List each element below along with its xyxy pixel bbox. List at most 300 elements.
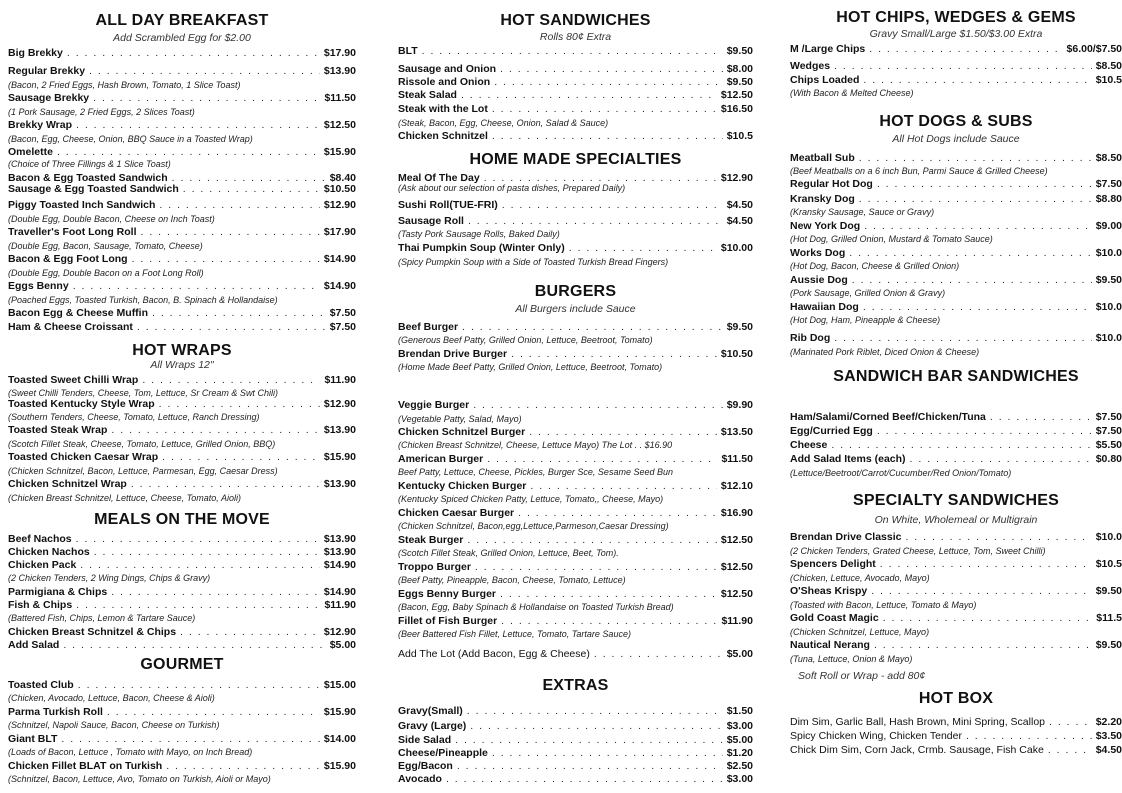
menu-item-price: $10.5	[1095, 74, 1122, 86]
menu-item	[790, 425, 1122, 437]
item-description: (Pork Sausage, Grilled Onion & Gravy)	[790, 288, 946, 298]
menu-item	[398, 45, 753, 57]
menu-item-name: Hawaiian Dog	[790, 301, 859, 313]
menu-item-name: Chick Dim Sim, Corn Jack, Crmb. Sausage, Fish Cake	[790, 744, 1044, 756]
dot-leader	[877, 425, 1092, 437]
menu-item-price: $11.50	[721, 453, 753, 465]
menu-item	[8, 398, 356, 410]
menu-item-price: $12.50	[720, 534, 753, 546]
menu-item-name: Big Brekky	[8, 47, 63, 59]
menu-item	[398, 561, 753, 573]
menu-item-name: Spicy Chicken Wing, Chicken Tender	[790, 730, 962, 742]
dot-leader	[1048, 744, 1092, 756]
menu-item-name: Sausage Brekky	[8, 92, 90, 104]
menu-item	[8, 280, 356, 292]
menu-item-price: $1.50	[726, 705, 753, 717]
menu-item-name: O'Sheas Krispy	[790, 585, 868, 597]
menu-item	[790, 178, 1122, 190]
menu-item	[790, 74, 1122, 86]
dot-leader	[461, 89, 717, 101]
menu-item-name: Regular Brekky	[8, 65, 86, 77]
dot-leader	[455, 734, 723, 746]
dot-leader	[111, 586, 320, 598]
menu-item-name: Kentucky Chicken Burger	[398, 480, 527, 492]
menu-item-name: Bacon & Egg Foot Long	[8, 253, 128, 265]
menu-item-name: Chicken Breast Schnitzel & Chips	[8, 626, 177, 638]
dot-leader	[492, 130, 723, 142]
menu-item-name: Add Salad	[8, 639, 60, 651]
section-heading: MEALS ON THE MOVE	[94, 511, 270, 528]
menu-item-name: Eggs Benny	[8, 280, 69, 292]
item-description: (Beef Meatballs on a 6 inch Bun, Parmi Sauce & Grilled Cheese)	[790, 166, 1048, 176]
menu-item	[8, 626, 356, 638]
menu-item-price: $12.50	[323, 119, 356, 131]
menu-item-price: $9.50	[726, 45, 753, 57]
dot-leader	[159, 199, 319, 211]
menu-item	[8, 307, 356, 319]
menu-item-name: Steak Salad	[398, 89, 457, 101]
dot-leader	[834, 332, 1091, 344]
menu-item-name: American Burger	[398, 453, 484, 465]
dot-leader	[849, 247, 1091, 259]
item-description: (Poached Eggs, Toasted Turkish, Bacon, B. Spinach & Hollandaise)	[8, 295, 278, 305]
item-description: (Lettuce/Beetroot/Carrot/Cucumber/Red Onion/Tomato)	[790, 468, 1012, 478]
menu-item-price: $3.00	[726, 720, 753, 732]
menu-item-name: Toasted Sweet Chilli Wrap	[8, 374, 139, 386]
menu-item	[8, 253, 356, 265]
item-description: (Beer Battered Fish Fillet, Lettuce, Tomato, Tartare Sauce)	[398, 629, 631, 639]
menu-item-name: Nautical Nerang	[790, 639, 870, 651]
item-description: (1 Pork Sausage, 2 Fried Eggs, 2 Slices Toast)	[8, 107, 195, 117]
menu-item-price: $8.50	[1095, 152, 1122, 164]
menu-item-price: $3.00	[726, 773, 753, 785]
menu-item-name: Chicken Schnitzel Burger	[398, 426, 526, 438]
dot-leader	[492, 747, 723, 759]
item-description: (Hot Dog, Grilled Onion, Mustard & Tomato Sauce)	[790, 234, 993, 244]
menu-item	[8, 183, 356, 195]
menu-item-name: Chicken Schnitzel	[398, 130, 488, 142]
menu-item	[398, 507, 753, 519]
menu-item-price: $13.90	[323, 478, 356, 490]
menu-item-price: $12.90	[720, 172, 753, 184]
item-description: (Chicken Schnitzel, Bacon, Lettuce, Parmesan, Egg, Caesar Dress)	[8, 466, 278, 476]
menu-item-name: Sausage Roll	[398, 215, 464, 227]
dot-leader	[880, 558, 1092, 570]
menu-item	[398, 773, 753, 785]
menu-item-name: Parmigiana & Chips	[8, 586, 108, 598]
menu-item	[790, 744, 1122, 756]
menu-item-price: $15.90	[323, 760, 356, 772]
menu-item	[790, 193, 1122, 205]
dot-leader	[863, 301, 1092, 313]
section-note: Soft Roll or Wrap - add 80¢	[798, 670, 926, 682]
item-description: (Southern Tenders, Cheese, Tomato, Lettuce, Ranch Dressing)	[8, 412, 260, 422]
menu-item-name: Brekky Wrap	[8, 119, 73, 131]
menu-item-name: Ham/Salami/Corned Beef/Chicken/Tuna	[790, 411, 986, 423]
menu-item-price: $14.90	[323, 280, 356, 292]
item-description: (Hot Dog, Bacon, Cheese & Grilled Onion)	[790, 261, 960, 271]
dot-leader	[107, 706, 320, 718]
item-description: (Vegetable Patty, Salad, Mayo)	[398, 414, 522, 424]
dot-leader	[94, 546, 320, 558]
menu-item-price: $10.50	[720, 348, 753, 360]
dot-leader	[492, 103, 717, 115]
menu-item	[8, 706, 356, 718]
item-description: (2 Chicken Tenders, 2 Wing Dings, Chips & Gravy)	[8, 573, 211, 583]
menu-item-name: Beef Nachos	[8, 533, 72, 545]
menu-item	[790, 639, 1122, 651]
dot-leader	[831, 439, 1091, 451]
dot-leader	[78, 679, 320, 691]
menu-item-price: $9.50	[1095, 585, 1122, 597]
item-description: (Spicy Pumpkin Soup with a Side of Toasted Turkish Bread Fingers)	[398, 257, 669, 267]
menu-item	[8, 760, 356, 772]
menu-item-name: Dim Sim, Garlic Ball, Hash Brown, Mini Spring, Scallop	[790, 716, 1045, 728]
menu-item-price: $4.50	[1095, 744, 1122, 756]
menu-item-name: Toasted Steak Wrap	[8, 424, 108, 436]
item-description: (Generous Beef Patty, Grilled Onion, Lettuce, Beetroot, Tomato)	[398, 335, 653, 345]
menu-item	[790, 558, 1122, 570]
menu-item	[8, 199, 356, 211]
dot-leader	[137, 321, 326, 333]
section-heading: HOT WRAPS	[132, 342, 232, 359]
item-description: (Scotch Fillet Steak, Cheese, Tomato, Lettuce, Grilled Onion, BBQ)	[8, 439, 276, 449]
menu-item	[8, 679, 356, 691]
section-heading: GOURMET	[140, 656, 224, 673]
menu-item-name: Chicken Fillet BLAT on Turkish	[8, 760, 163, 772]
item-description: (Choice of Three Fillings & 1 Slice Toast)	[8, 159, 171, 169]
section-heading: ALL DAY BREAKFAST	[95, 12, 269, 29]
menu-item-price: $17.90	[323, 47, 356, 59]
menu-item	[8, 65, 356, 77]
dot-leader	[80, 559, 320, 571]
dot-leader	[1049, 716, 1092, 728]
section-subheading: Gravy Small/Large $1.50/$3.00 Extra	[869, 28, 1043, 40]
menu-item-name: Bacon & Egg Toasted Sandwich	[8, 172, 168, 184]
dot-leader	[864, 220, 1092, 232]
section-heading: BURGERS	[534, 283, 617, 300]
item-description: (Double Egg, Double Bacon, Cheese on Inch Toast)	[8, 214, 215, 224]
menu-item	[398, 453, 753, 465]
section-subheading: All Wraps 12"	[150, 359, 214, 371]
item-description: (Double Egg, Double Bacon on a Foot Long Roll)	[8, 268, 204, 278]
menu-item-price: $10.5	[1095, 558, 1122, 570]
menu-item-price: $9.50	[726, 76, 753, 88]
dot-leader	[529, 426, 717, 438]
menu-item-price: $9.00	[1095, 220, 1122, 232]
menu-item-price: $6.00/$7.50	[1066, 43, 1122, 55]
menu-item-price: $12.50	[720, 89, 753, 101]
dot-leader	[422, 45, 723, 57]
menu-item	[398, 215, 753, 227]
menu-item	[8, 451, 356, 463]
menu-item-name: Brendan Drive Classic	[790, 531, 902, 543]
dot-leader	[877, 178, 1092, 190]
dot-leader	[859, 193, 1092, 205]
menu-item-name: Gravy (Large)	[398, 720, 467, 732]
dot-leader	[446, 773, 723, 785]
menu-item	[790, 730, 1122, 742]
menu-item-price: $4.50	[726, 199, 753, 211]
menu-item-price: $7.50	[1095, 178, 1122, 190]
menu-item-name: Chicken Caesar Burger	[398, 507, 515, 519]
menu-item-price: $13.90	[323, 65, 356, 77]
dot-leader	[966, 730, 1092, 742]
menu-item-price: $8.00	[726, 63, 753, 75]
menu-item-price: $13.90	[323, 546, 356, 558]
menu-item-name: Aussie Dog	[790, 274, 848, 286]
menu-item-name: Sausage and Onion	[398, 63, 497, 75]
menu-item-name: Avocado	[398, 773, 442, 785]
menu-item-name: Add The Lot (Add Bacon, Egg & Cheese)	[398, 648, 590, 660]
menu-item-price: $10.5	[726, 130, 753, 142]
menu-item-name: Chips Loaded	[790, 74, 860, 86]
item-description: (Chicken Schnitzel, Bacon,egg,Lettuce,Parmeson,Caesar Dressing)	[398, 521, 669, 531]
menu-item	[398, 720, 753, 732]
menu-item-price: $10.50	[323, 183, 356, 195]
menu-item-name: Traveller's Foot Long Roll	[8, 226, 137, 238]
menu-item	[8, 639, 356, 651]
menu-item-name: Rissole and Onion	[398, 76, 491, 88]
menu-item-price: $14.90	[323, 253, 356, 265]
menu-item-price: $3.50	[1095, 730, 1122, 742]
item-description: (Tasty Pork Sausage Rolls, Baked Daily)	[398, 229, 560, 239]
menu-item-price: $7.50	[1095, 425, 1122, 437]
menu-item-name: M /Large Chips	[790, 43, 866, 55]
menu-item	[398, 426, 753, 438]
menu-item	[790, 60, 1122, 72]
menu-item-price: $15.90	[323, 706, 356, 718]
dot-leader	[162, 451, 320, 463]
menu-item-name: Brendan Drive Burger	[398, 348, 508, 360]
menu-item	[398, 705, 753, 717]
menu-column-middle	[398, 0, 753, 793]
menu-item	[398, 321, 753, 333]
menu-item-name: Piggy Toasted Inch Sandwich	[8, 199, 156, 211]
menu-item	[398, 648, 753, 660]
dot-leader	[180, 626, 320, 638]
section-subheading: All Burgers include Sauce	[515, 303, 636, 315]
menu-item-name: Chicken Schnitzel Wrap	[8, 478, 127, 490]
menu-item-name: Eggs Benny Burger	[398, 588, 497, 600]
menu-item	[8, 226, 356, 238]
menu-item-price: $1.20	[726, 747, 753, 759]
item-description: (2 Chicken Tenders, Grated Cheese, Lettuce, Tom, Sweet Chilli)	[790, 546, 1046, 556]
menu-item	[8, 374, 356, 386]
item-description: (Kransky Sausage, Sauce or Gravy)	[790, 207, 935, 217]
item-description: (Chicken, Avocado, Lettuce, Bacon, Cheese & Aioli)	[8, 693, 215, 703]
menu-item-name: Egg/Bacon	[398, 760, 453, 772]
menu-item-price: $10.0	[1095, 301, 1122, 313]
dot-leader	[93, 92, 320, 104]
dot-leader	[67, 47, 320, 59]
item-description: (Toasted with Bacon, Lettuce, Tomato & Mayo)	[790, 600, 977, 610]
dot-leader	[89, 65, 320, 77]
menu-item	[790, 301, 1122, 313]
item-description: (Chicken Breast Schnitzel, Cheese, Lettuce Mayo) The Lot . . $16.90	[398, 440, 673, 450]
section-subheading: Rolls 80¢ Extra	[539, 31, 612, 43]
menu-item	[398, 615, 753, 627]
item-description: (Hot Dog, Ham, Pineapple & Cheese)	[790, 315, 941, 325]
menu-item	[790, 274, 1122, 286]
dot-leader	[501, 615, 717, 627]
menu-item-price: $10.0	[1095, 531, 1122, 543]
menu-item-name: BLT	[398, 45, 418, 57]
menu-item-name: Spencers Delight	[790, 558, 876, 570]
dot-leader	[494, 76, 723, 88]
menu-item-price: $15.90	[323, 451, 356, 463]
dot-leader	[141, 226, 320, 238]
menu-item-price: $5.00	[726, 734, 753, 746]
section-subheading: All Hot Dogs include Sauce	[892, 133, 1020, 145]
menu-item	[8, 321, 356, 333]
menu-item-name: Toasted Club	[8, 679, 74, 691]
dot-leader	[834, 60, 1092, 72]
section-heading: SANDWICH BAR SANDWICHES	[833, 368, 1079, 385]
section-heading: HOT CHIPS, WEDGES & GEMS	[836, 9, 1076, 26]
menu-item-name: Thai Pumpkin Soup (Winter Only)	[398, 242, 565, 254]
menu-item-price: $8.50	[1095, 60, 1122, 72]
menu-item-name: Fillet of Fish Burger	[398, 615, 498, 627]
menu-item-name: Gravy(Small)	[398, 705, 463, 717]
menu-item-name: Troppo Burger	[398, 561, 471, 573]
section-heading: HOT BOX	[918, 690, 994, 707]
menu-item-price: $11.90	[324, 374, 356, 386]
menu-item-price: $14.00	[323, 733, 356, 745]
item-description: (Beef Patty, Pineapple, Bacon, Cheese, Tomato, Lettuce)	[398, 575, 626, 585]
menu-item-price: $2.20	[1095, 716, 1122, 728]
dot-leader	[467, 705, 723, 717]
section-heading: EXTRAS	[542, 677, 609, 694]
menu-item-name: Cheese	[790, 439, 828, 451]
menu-item	[398, 734, 753, 746]
dot-leader	[869, 43, 1062, 55]
menu-item	[8, 586, 356, 598]
menu-item-price: $11.50	[324, 92, 356, 104]
menu-item	[8, 424, 356, 436]
item-description: (Double Egg, Bacon, Sausage, Tomato, Cheese)	[8, 241, 203, 251]
menu-item	[8, 146, 356, 158]
dot-leader	[57, 146, 320, 158]
dot-leader	[874, 639, 1092, 651]
menu-item-name: Chicken Nachos	[8, 546, 90, 558]
menu-item-price: $10.00	[720, 242, 753, 254]
menu-item	[8, 478, 356, 490]
dot-leader	[569, 242, 717, 254]
dot-leader	[500, 588, 717, 600]
menu-item-name: Sausage & Egg Toasted Sandwich	[8, 183, 179, 195]
dot-leader	[863, 74, 1091, 86]
menu-item-name: Toasted Kentucky Style Wrap	[8, 398, 155, 410]
menu-item-name: Toasted Chicken Caesar Wrap	[8, 451, 159, 463]
menu-item-price: $16.90	[720, 507, 753, 519]
dot-leader	[132, 253, 320, 265]
menu-item-price: $16.50	[720, 103, 753, 115]
menu-item	[790, 332, 1122, 344]
item-description: Beef Patty, Lettuce, Cheese, Pickles, Burger Sce, Sesame Seed Bun	[398, 467, 673, 477]
dot-leader	[470, 720, 722, 732]
dot-leader	[457, 760, 723, 772]
menu-item	[8, 599, 356, 611]
menu-item	[398, 760, 753, 772]
menu-item	[790, 612, 1122, 624]
section-heading: HOT DOGS & SUBS	[879, 113, 1033, 130]
menu-item-price: $5.00	[329, 639, 356, 651]
menu-item-price: $14.90	[323, 586, 356, 598]
menu-item-price: $12.90	[323, 199, 356, 211]
dot-leader	[159, 398, 320, 410]
menu-item-price: $12.50	[720, 561, 753, 573]
menu-item	[790, 439, 1122, 451]
menu-item-name: Beef Burger	[398, 321, 459, 333]
menu-item	[398, 534, 753, 546]
item-description: (Kentucky Spiced Chicken Patty, Lettuce, Tomato,, Cheese, Mayo)	[398, 494, 664, 504]
item-description: (With Bacon & Melted Cheese)	[790, 88, 914, 98]
menu-item	[398, 130, 753, 142]
menu-item-name: Ham & Cheese Croissant	[8, 321, 133, 333]
item-description: (Sweet Chilli Tenders, Cheese, Tom, Lettuce, Sr Cream & Swt Chili)	[8, 388, 278, 398]
menu-item-price: $11.90	[721, 615, 753, 627]
dot-leader	[475, 561, 717, 573]
menu-item-price: $7.50	[329, 307, 356, 319]
menu-item-name: Meal Of The Day	[398, 172, 480, 184]
menu-item	[790, 453, 1122, 465]
menu-item-price: $14.90	[323, 559, 356, 571]
dot-leader	[502, 199, 723, 211]
menu-item	[398, 399, 753, 411]
dot-leader	[883, 612, 1093, 624]
menu-item	[8, 559, 356, 571]
menu-item-name: Add Salad Items (each)	[790, 453, 906, 465]
item-description: (Schnitzel, Bacon, Lettuce, Avo, Tomato on Turkish, Aioli or Mayo)	[8, 774, 271, 784]
menu-item-price: $12.90	[323, 398, 356, 410]
item-description: (Ask about our selection of pasta dishes, Prepared Daily)	[398, 183, 626, 193]
menu-item	[398, 76, 753, 88]
menu-item-price: $15.00	[323, 679, 356, 691]
menu-item-price: $10.0	[1095, 332, 1122, 344]
item-description: (Steak, Bacon, Egg, Cheese, Onion, Salad & Sauce)	[398, 118, 609, 128]
dot-leader	[500, 63, 723, 75]
menu-item-price: $5.00	[726, 648, 753, 660]
menu-item	[790, 220, 1122, 232]
item-description: (Scotch Fillet Steak, Grilled Onion, Lettuce, Beet, Tom).	[398, 548, 619, 558]
menu-item	[398, 63, 753, 75]
menu-item-price: $4.50	[726, 215, 753, 227]
dot-leader	[530, 480, 717, 492]
dot-leader	[73, 280, 320, 292]
dot-leader	[131, 478, 320, 490]
section-heading: SPECIALTY SANDWICHES	[852, 492, 1060, 509]
dot-leader	[910, 453, 1092, 465]
menu-item-price: $12.50	[720, 588, 753, 600]
item-description: (Battered Fish, Chips, Lemon & Tartare Sauce)	[8, 613, 196, 623]
menu-column-left	[8, 0, 356, 793]
dot-leader	[142, 374, 320, 386]
menu-item-price: $9.50	[1095, 274, 1122, 286]
menu-item-price: $13.50	[720, 426, 753, 438]
menu-item	[398, 588, 753, 600]
menu-item-price: $2.50	[726, 760, 753, 772]
dot-leader	[111, 424, 319, 436]
dot-leader	[852, 274, 1092, 286]
menu-item-name: Side Salad	[398, 734, 452, 746]
menu-item-price: $12.10	[720, 480, 753, 492]
dot-leader	[871, 585, 1092, 597]
item-description: (Chicken, Lettuce, Avocado, Mayo)	[790, 573, 930, 583]
menu-item-name: Parma Turkish Roll	[8, 706, 103, 718]
menu-item	[8, 92, 356, 104]
menu-item	[398, 89, 753, 101]
